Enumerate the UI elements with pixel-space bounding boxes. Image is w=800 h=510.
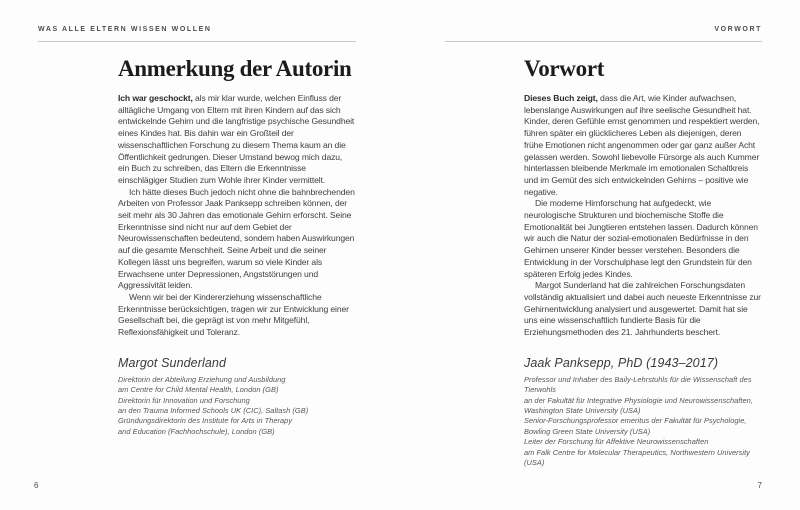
author-signature-block <box>118 356 355 437</box>
credential-line: Gründungsdirektorin des Institute for Arts in Therapy <box>118 416 293 426</box>
paragraph: Die moderne Hirnforschung hat aufgedeckt, wie neurologische Strukturen und biochemische Stoffe die Emotionalität bei Jungtieren entstehen lassen. Dadurch können wir auch die Natur der sozial-emotionalen Bedürfnisse in den Gehirnen unserer Kinder besser verstehen. Besonders die Entwicklung in der Vorschulphase legt den Grundstein für den späteren Erfolg jedes Kindes. <box>524 198 758 279</box>
paragraph: Wenn wir bei der Kindererziehung wissenschaftliche Erkenntnisse berücksichtigen, tragen wir zur Entwicklung einer Gesellschaft bei, die geprägt ist von mehr Mitgefühl, Reflexionsfähigkeit und Toleranz. <box>118 291 349 338</box>
credential-line: Washington State University (USA) <box>524 405 641 415</box>
credential-line: Direktorin der Abteilung Erziehung und Ausbildung <box>118 374 286 384</box>
page-title-foreword: Vorwort <box>524 56 605 81</box>
credential-line: am Centre for Child Mental Health, London (GB) <box>118 385 279 395</box>
paragraph-lead-in: Ich war geschockt, <box>118 93 193 103</box>
credential-line: Bowling Green State University (USA) <box>524 426 651 436</box>
paragraph-text: dass die Art, wie Kinder aufwachsen, lebenslange Auswirkungen auf ihre seelische Gesundheit hat. Kinder, deren Gefühle ernst genommen und respektiert werden, führen später ein glücklicheres Leben als diejenigen, deren frühe Emotionen nicht angenommen oder gar ganz außer Acht gelassen werden. Sowohl liebevolle Fürsorge als auch Kummer hinterlassen bleibende Merkmale im emotionalen Schaltkreis und im Gemüt des sich entwickelnden Gehirns – positive wie negative. <box>524 93 760 197</box>
foreword-author-name: Jaak Panksepp, PhD (1943–2017) <box>524 355 719 370</box>
paragraph: Margot Sunderland hat die zahlreichen Forschungsdaten vollständig aktualisiert und dabei auch neueste Erkenntnisse zur Gehirnentwicklung analysiert und ausgewertet. Damit hat sie uns eine wissenschaftlich fundierte Basis für die Erziehungsmethoden des 21. Jahrhunderts beschert. <box>524 280 761 338</box>
running-header-right: VORWORT <box>714 26 762 33</box>
credential-line: and Education (Fachhochschule), London (GB) <box>118 426 275 436</box>
author-name: Margot Sunderland <box>118 355 227 370</box>
header-rule-left <box>38 41 356 42</box>
page-number-right: 7 <box>757 481 762 490</box>
credential-line: an den Trauma Informed Schools UK (CIC), Saltash (GB) <box>118 405 309 415</box>
author-credentials <box>118 375 355 437</box>
page-number-left: 6 <box>34 481 39 490</box>
right-body-text <box>524 93 762 339</box>
running-header-left: WAS ALLE ELTERN WISSEN WOLLEN <box>38 26 212 33</box>
credential-line: am Falk Centre for Molecular Therapeutics, Northwestern University (USA) <box>524 447 750 468</box>
foreword-signature-block <box>524 356 762 469</box>
credential-line: an der Fakultät für Integrative Physiologie und Neurowissenschaften, <box>524 395 753 405</box>
paragraph <box>118 93 355 187</box>
credential-line: Senior-Forschungsprofessor emeritus der Fakultät für Psychologie, <box>524 416 747 426</box>
paragraph-text: als mir klar wurde, welchen Einfluss der alltägliche Umgang von Eltern mit ihren Kindern auf das sich entwickelnde Gehirn und die langfristige psychische Gesundheit eines Kindes hat. Bis dahin war ein Großteil der wissenschaftlichen Forschung zu diesem Thema kaum an die Öffentlichkeit gedrungen. Dieser Umstand bewog mich dazu, ein Buch zu schreiben, das Eltern die Erkenntnisse einschlägiger Studien zum Wohle ihrer Kinder vermittelt. <box>118 93 355 185</box>
paragraph <box>524 93 762 198</box>
credential-line: Professor und Inhaber des Baily-Lehrstuhls für die Wissenschaft des Tierwohls <box>524 374 752 395</box>
header-rule-right <box>445 41 762 42</box>
paragraph-lead-in: Dieses Buch zeigt, <box>524 93 598 103</box>
left-page-column <box>118 56 355 437</box>
credential-line: Direktorin für Innovation und Forschung <box>118 395 250 405</box>
foreword-author-credentials <box>524 375 762 469</box>
right-page-column <box>524 56 762 468</box>
left-body-text <box>118 93 355 339</box>
paragraph: Ich hätte dieses Buch jedoch nicht ohne die bahnbrechenden Arbeiten von Professor Jaak Panksepp schreiben können, der seit mehr als 30 Jahren das emotionale Gehirn erforscht. Seine Erkenntnisse sind nicht nur auf dem Gebiet der Neurowissenschaften bedeutend, sondern haben Auswirkungen auf die gesamte Menschheit. Seine Arbeit und die seiner Kollegen lässt uns begreifen, warum so viele Kinder als Erwachsene unter Depressionen, Angststörungen und Aggressivität leiden. <box>118 186 355 291</box>
credential-line: Leiter der Forschung für Affektive Neurowissenschaften <box>524 437 709 447</box>
page-title-authors-note: Anmerkung der Autorin <box>118 56 352 81</box>
